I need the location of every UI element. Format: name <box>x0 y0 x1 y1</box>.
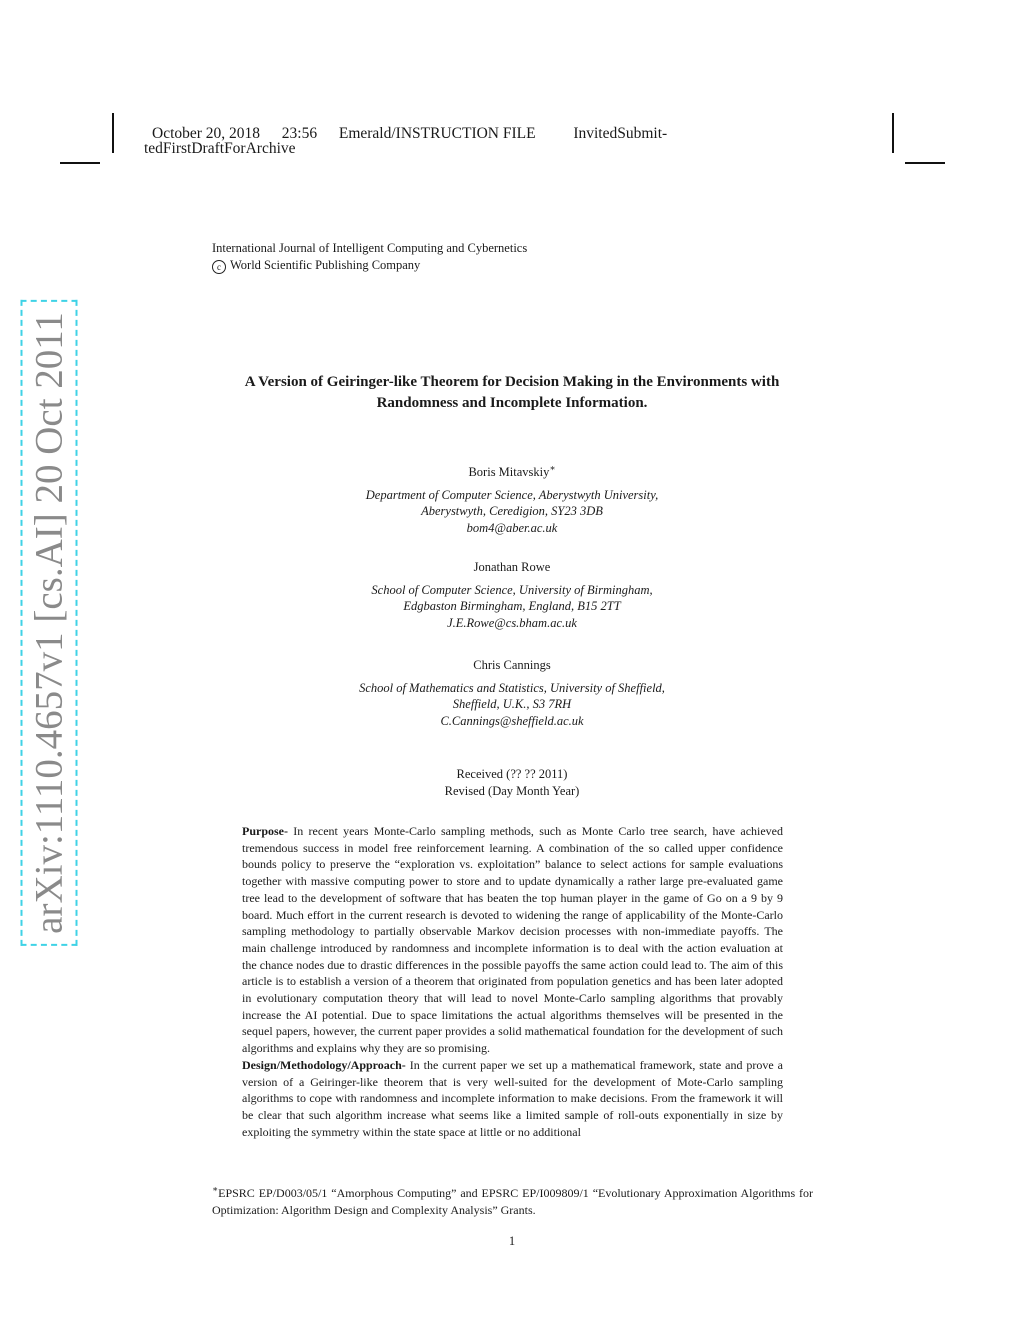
title-line-1: A Version of Geiringer-like Theorem for Decision Making in the Environments with <box>244 374 780 390</box>
header-filename: InvitedSubmit- <box>573 125 668 142</box>
header-date: October 20, 2018 <box>152 125 261 142</box>
footnote-text: EPSRC EP/D003/05/1 “Amorphous Computing” and EPSRC EP/I009809/1 “Evolutionary Approximation Algorithms for Optimization: Algorithm Design and Complexity Analysis” Grants. <box>212 1186 813 1217</box>
author-affiliation-line-2: Edgbaston Birmingham, England, B15 2TT <box>403 599 621 613</box>
received-date: Received (?? ?? 2011) <box>456 767 568 781</box>
journal-copyright <box>212 257 527 274</box>
author-affiliation-line-1: Department of Computer Science, Aberystwyth University, <box>365 487 659 502</box>
author-block-2 <box>262 559 762 631</box>
abstract-design <box>242 1057 783 1141</box>
crop-mark-right-horizontal <box>905 162 945 164</box>
author-name: Boris Mitavskiy∗ <box>468 463 556 480</box>
arxiv-stamp <box>18 311 80 934</box>
design-label: Design/Methodology/Approach- <box>242 1057 406 1072</box>
title-line-2: Randomness and Incomplete Information. <box>376 395 648 411</box>
author-affiliation-line-1: School of Mathematics and Statistics, University of Sheffield, <box>359 680 665 695</box>
purpose-text: In recent years Monte-Carlo sampling methods, such as Monte Carlo tree search, have achieved tremendous success in model free reinforcement learning. A combination of the so called upper confidence bounds policy to preserve the “exploration vs. exploitation” balance to select actions for sample evaluations together with massive computing power to store and to update dynamically a rather large pre-evaluated game tree lead to the development of software that has beaten the top human player in the game of Go on a 9 by 9 board. Much effort in the current research is devoted to widening the range of applicability of the Monte-Carlo sampling methodology to partially observable Markov decision processes with non-immediate payoffs. The main challenge introduced by randomness and incomplete information is to deal with the action evaluation at the chance nodes due to drastic differences in the possible payoffs the same action could lead to. The aim of this article is to establish a version of a theorem that originated from population genetics and has been later adopted in evolutionary computation theory that will lead to novel Monte-Carlo sampling algorithms that provably increase the AI potential. Due to space limitations the actual algorithms themselves will be presented in the sequel papers, however, the current paper provides a solid mathematical foundation for the development of such algorithms and explains why they are so promising. <box>242 824 784 1056</box>
author-email: C.Cannings@sheffield.ac.uk <box>440 713 584 728</box>
submission-dates <box>262 766 762 800</box>
header-publisher-file: Emerald/INSTRUCTION FILE <box>338 125 536 142</box>
crop-mark-right-vertical <box>892 113 894 153</box>
design-text: In the current paper we set up a mathematical framework, state and prove a version of a Geiringer-like theorem that is very well-suited for the development of Mote-Carlo sampling algorithms to cope with randomness and incomplete information to make decisions. From the framework it will be clear that such algorithm increase what seems like a limited sample of roll-outs exponentially in size by exploiting the symmetry within the state space at little or no additional <box>242 1057 784 1139</box>
paper-title <box>212 372 812 414</box>
author-name: Chris Cannings <box>473 658 551 672</box>
abstract <box>242 823 783 1140</box>
crop-mark-left-vertical <box>112 113 114 153</box>
author-block-1 <box>262 460 762 536</box>
author-affiliation-line-2: Aberystwyth, Ceredigion, SY23 3DB <box>421 504 603 519</box>
crop-mark-left-horizontal <box>60 162 100 164</box>
author-block-3 <box>262 657 762 729</box>
header-filename-continuation: tedFirstDraftForArchive <box>144 140 296 157</box>
page-number: 1 <box>508 1234 516 1248</box>
author-email: J.E.Rowe@cs.bham.ac.uk <box>447 615 577 630</box>
footnote-mark: ∗ <box>212 1184 219 1194</box>
journal-publisher: World Scientific Publishing Company <box>230 258 421 272</box>
footnote <box>212 1181 813 1218</box>
abstract-purpose <box>242 823 783 1057</box>
arxiv-identifier: arXiv:1110.4657v1 [cs.AI] 20 Oct 2011 <box>21 300 78 946</box>
purpose-label: Purpose- <box>242 824 288 838</box>
journal-name: International Journal of Intelligent Computing and Cybernetics <box>212 241 528 255</box>
revised-date: Revised (Day Month Year) <box>444 784 580 798</box>
author-email: bom4@aber.ac.uk <box>466 520 558 535</box>
author-name: Jonathan Rowe <box>473 560 551 574</box>
journal-info <box>212 240 527 274</box>
author-affiliation-line-1: School of Computer Science, University of Birmingham, <box>371 582 653 597</box>
author-affiliation-line-2: Sheffield, U.K., S3 7RH <box>452 697 572 711</box>
copyright-icon: c <box>212 260 226 274</box>
header-time: 23:56 <box>281 125 318 142</box>
